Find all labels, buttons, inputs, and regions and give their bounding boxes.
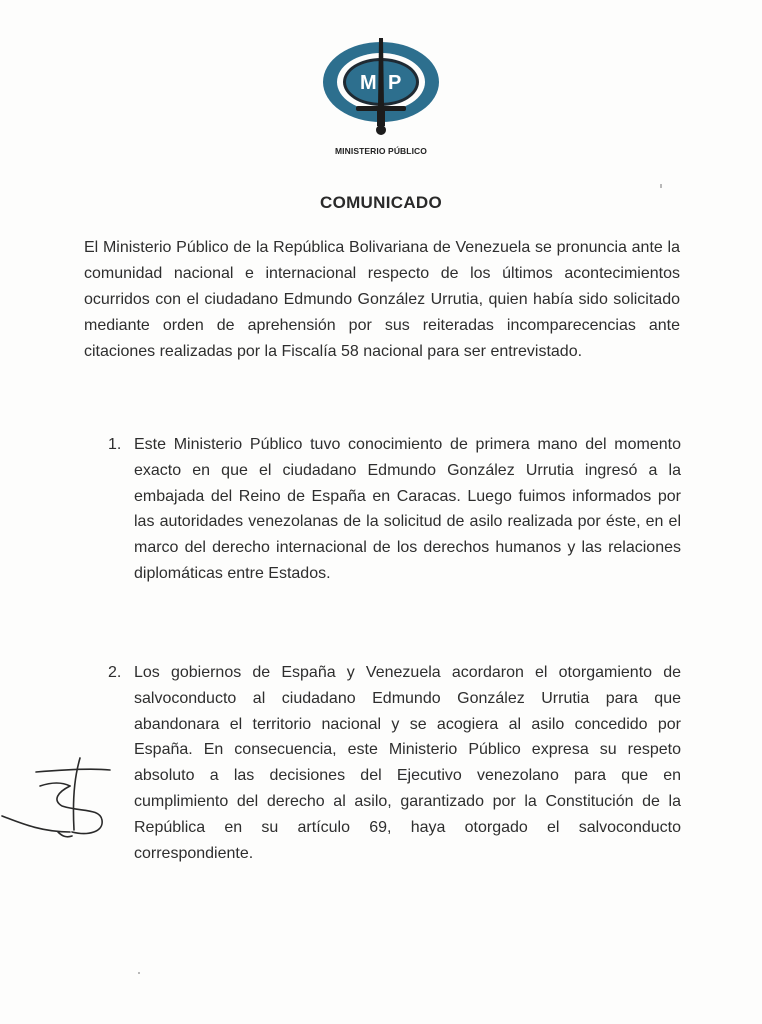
ministerio-publico-logo-icon [316,36,446,136]
intro-paragraph: El Ministerio Público de la República Bolivariana de Venezuela se pronuncia ante la comunidad nacional e internacional respecto de los últimos acontecimientos ocurridos con el ciudadano Edmundo González Urrutia, quien había sido solicitado mediante orden de aprehensión por sus reiteradas incomparecencias ante citaciones realizadas por la Fiscalía 58 nacional para ser entrevistado. [84,239,680,360]
item-paragraph: Los gobiernos de España y Venezuela acordaron el otorgamiento de salvoconducto al ciudadano Edmundo González Urrutia para que abandonara el territorio nacional y se acogiera al asilo concedido por España. En consecuencia, este Ministerio Público expresa su respeto absoluto a las decisiones del Ejecutivo venezolano para que en cumplimiento del derecho al asilo, garantizado por la Constitución de la República en su artículo 69, haya otorgado el salvoconducto correspondiente. [134,664,681,862]
item-number: 1. [108,436,122,453]
item-paragraph: Este Ministerio Público tuvo conocimiento de primera mano del momento exacto en que el ciudadano Edmundo González Urrutia ingresó a la embajada del Reino de España en Caracas. Luego fuimos informados por las autoridades venezolanas de la solicitud de asilo realizada por éste, en el marco del derecho internacional de los derechos humanos y las relaciones diplomáticas entre Estados. [134,436,681,582]
handwritten-signature-icon [0,752,120,842]
logo-letter-m: M [360,72,377,94]
document-title: COMUNICADO [320,193,442,212]
logo-caption: MINISTERIO PÚBLICO [335,146,427,156]
scan-speck [660,184,662,188]
scan-speck [138,972,140,974]
logo-letter-p: P [388,72,402,94]
item-number: 2. [108,664,122,681]
